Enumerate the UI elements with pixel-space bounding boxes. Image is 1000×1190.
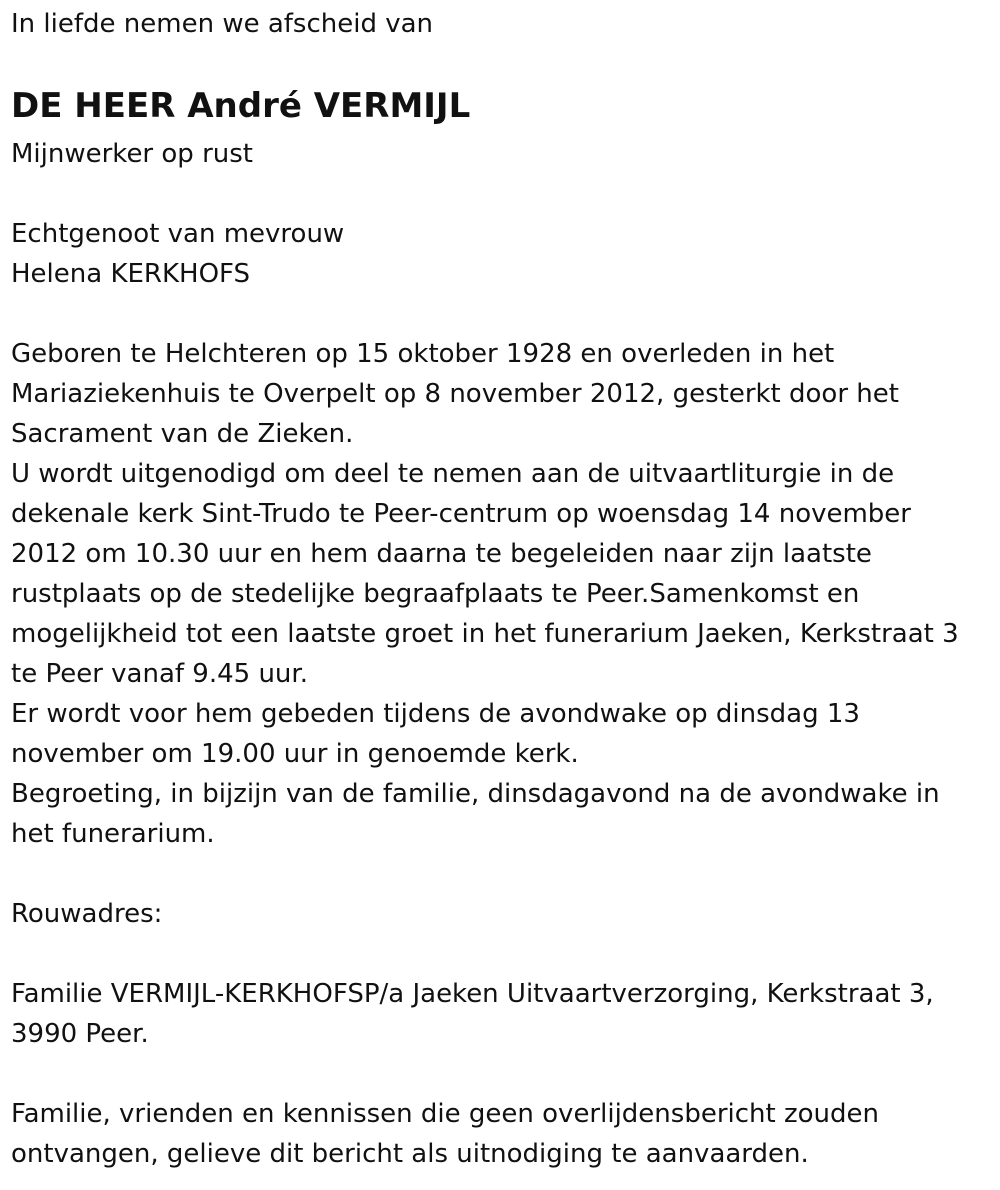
body-line: Er wordt voor hem gebeden tijdens de avondwake op dinsdag 13 xyxy=(11,699,860,729)
body-line: dekenale kerk Sint-Trudo te Peer-centrum op woensdag 14 november xyxy=(11,499,911,529)
address-label: Rouwadres: xyxy=(11,899,163,929)
spacer xyxy=(11,934,991,974)
body-line: U wordt uitgenodigd om deel te nemen aan de uitvaartliturgie in de xyxy=(11,459,895,489)
occupation-text: Mijnwerker op rust xyxy=(11,139,253,169)
body-line: november om 19.00 uur in genoemde kerk. xyxy=(11,739,579,769)
body-line: 2012 om 10.30 uur en hem daarna te begeleiden naar zijn laatste xyxy=(11,539,872,569)
obituary-document xyxy=(11,4,991,1174)
body-line: Begroeting, in bijzijn van de familie, dinsdagavond na de avondwake in xyxy=(11,779,940,809)
spacer xyxy=(11,174,991,214)
deceased-name: DE HEER André VERMIJL xyxy=(11,86,471,126)
closing-line: ontvangen, gelieve dit bericht als uitnodiging te aanvaarden. xyxy=(11,1139,809,1169)
spacer xyxy=(11,1054,991,1094)
closing-line: Familie, vrienden en kennissen die geen overlijdensbericht zouden xyxy=(11,1099,879,1129)
spacer xyxy=(11,294,991,334)
body-line: het funerarium. xyxy=(11,819,215,849)
body-paragraph xyxy=(11,334,991,854)
intro-text: In liefde nemen we afscheid van xyxy=(11,9,434,39)
body-line: Sacrament van de Zieken. xyxy=(11,419,354,449)
spouse-label: Echtgenoot van mevrouw xyxy=(11,219,345,249)
body-line: Mariaziekenhuis te Overpelt op 8 november 2012, gesterkt door het xyxy=(11,379,899,409)
address-line: 3990 Peer. xyxy=(11,1019,149,1049)
spacer xyxy=(11,854,991,894)
body-line: te Peer vanaf 9.45 uur. xyxy=(11,659,308,689)
body-line: rustplaats op de stedelijke begraafplaats te Peer.Samenkomst en xyxy=(11,579,860,609)
body-line: mogelijkheid tot een laatste groet in het funerarium Jaeken, Kerkstraat 3 xyxy=(11,619,959,649)
body-line: Geboren te Helchteren op 15 oktober 1928 en overleden in het xyxy=(11,339,835,369)
spouse-name: Helena KERKHOFS xyxy=(11,259,251,289)
address-line: Familie VERMIJL-KERKHOFSP/a Jaeken Uitvaartverzorging, Kerkstraat 3, xyxy=(11,979,934,1009)
